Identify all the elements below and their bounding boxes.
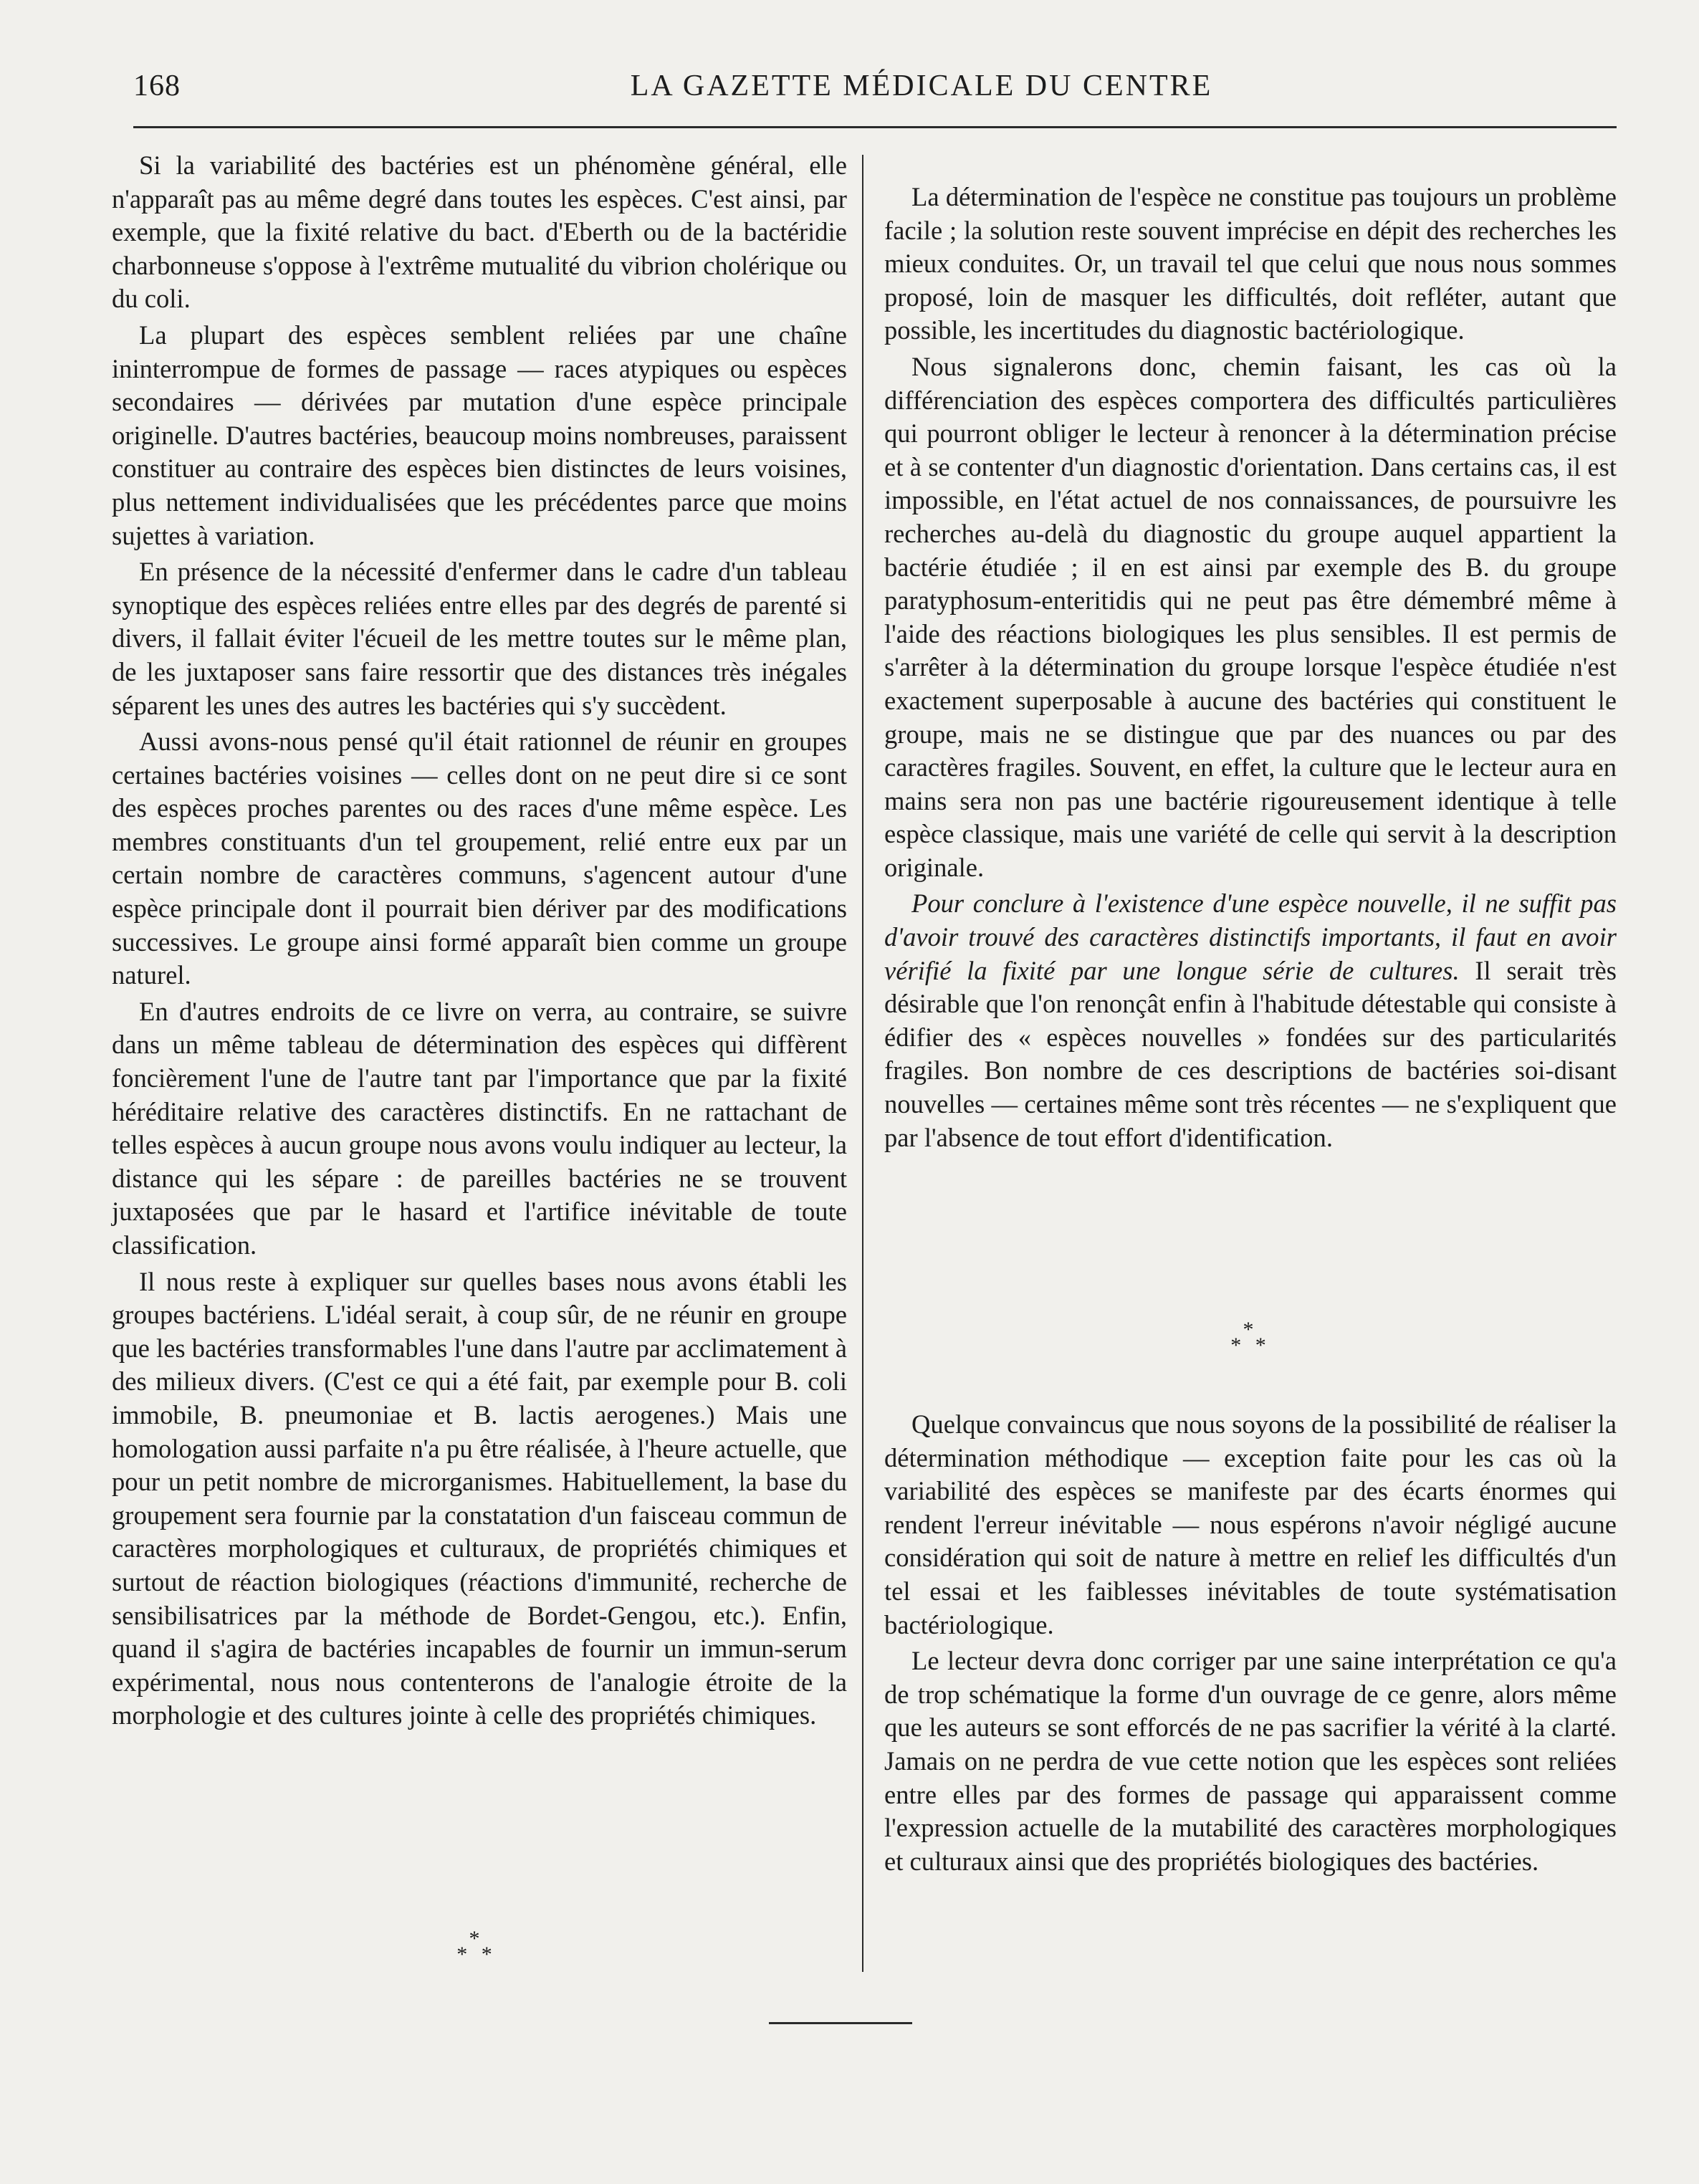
right-column-upper xyxy=(884,181,1617,1154)
journal-title: LA GAZETTE MÉDICALE DU CENTRE xyxy=(630,70,1213,102)
conclusion-italic: Pour conclure à l'existence d'une espèce nouvelle, il ne suffit pas d'avoir trouvé des caractères distinctifs importants, il faut en avoir vérifié la fixité par une longue série de cultures. xyxy=(884,889,1617,985)
column-divider xyxy=(862,155,863,1972)
left-column xyxy=(112,149,847,1733)
paragraph: La détermination de l'espèce ne constitue pas toujours un problème facile ; la solution reste souvent imprécise en dépit des recherches les mieux conduites. Or, un travail tel que celui que nous nous sommes proposé, loin de masquer les difficultés, doit refléter, autant que possible, les incertitudes du diagnostic bactériologique. xyxy=(884,182,1617,345)
paragraph: La plupart des espèces semblent reliées par une chaîne ininterrompue de formes de passage — races atypiques ou espèces secondaires — dérivées par mutation d'une espèce principale originelle. D'autres bactéries, beaucoup moins nombreuses, paraissent constituer au contraire des espèces bien distinctes de leurs voisines, plus nettement individualisées que les précédentes parce que moins sujettes à variation. xyxy=(112,320,847,550)
paragraph: Nous signalerons donc, chemin faisant, les cas où la différenciation des espèces comportera des difficultés particulières qui pourront obliger le lecteur à renoncer à la détermination précise et à se contenter d'un diagnostic d'orientation. Dans certains cas, il est impossible, en l'état actuel de nos connaissances, de poursuivre les recherches au-delà du diagnostic du groupe auquel appartient la bactérie étudiée ; il en est ainsi par exemple des B. du groupe paratyphosum-enteritidis qui ne peut pas être démembré même à l'aide des réactions biologiques les plus sensibles. Il est permis de s'arrêter à la détermination du groupe lorsque l'espèce étudiée n'est exactement superposable à aucune des bactéries qui constituent le groupe, mais ne se distingue que par des nuances ou par des caractères fragiles. Souvent, en effet, la culture que le lecteur aura en mains sera non pas une bactérie rigoureusement identique à telle espèce classique, mais une variété de celle qui servit à la description originale. xyxy=(884,351,1617,882)
conclusion-text: Il serait très désirable que l'on renonçât enfin à l'habitude détestable qui consiste à édifier des « espèces nouvelles » fondées sur des particularités fragiles. Bon nombre de ces descriptions de bactéries soi-disant nouvelles — certaines même sont très récentes — ne s'expliquent que par l'absence de tout effort d'identification. xyxy=(884,955,1617,1152)
paragraph: Si la variabilité des bactéries est un phénomène général, elle n'apparaît pas au même degré dans toutes les espèces. C'est ainsi, par exemple, que la fixité relative du bact. d'Eberth ou de la bactéridie charbonneuse s'oppose à l'extrême mutualité du vibrion cholérique ou du coli. xyxy=(112,150,847,314)
paragraph: En d'autres endroits de ce livre on verra, au contraire, se suivre dans un même tableau de détermination des espèces qui diffèrent foncièrement l'une de l'autre tant par l'importance que par la fixité héréditaire relative des caractères distinctifs. En ne rattachant de telles espèces à aucun groupe nous avons voulu indiquer au lecteur, la distance qui les sépare : de pareilles bactéries ne se trouvent juxtaposées que par le hasard et l'artifice inévitable de toute classification. xyxy=(112,996,847,1260)
right-column-lower xyxy=(884,1408,1617,1878)
paragraph: Le lecteur devra donc corriger par une saine interprétation ce qu'a de trop schématique la forme d'un ouvrage de ce genre, alors même que les auteurs se sont efforcés de ne pas sacrifier la vérité à la clarté. Jamais on ne perdra de vue cette notion que les espèces sont reliées entre elles par des formes de passage qui apparaissent comme l'expression actuelle de la mutabilité des caractères morphologiques et culturaux ainsi que des propriétés biologiques des bactéries. xyxy=(884,1646,1617,1876)
header-rule xyxy=(133,126,1617,128)
end-rule xyxy=(769,2022,912,2024)
paragraph: Il nous reste à expliquer sur quelles bases nous avons établi les groupes bactériens. L'idéal serait, à coup sûr, de ne réunir en groupe que les bactéries transformables l'une dans l'autre par acclimatement à des milieux divers. (C'est ce qui a été fait, par exemple pour B. coli immobile, B. pneumoniae et B. lactis aerogenes.) Mais une homologation aussi parfaite n'a pu être réalisée, à l'heure actuelle, que pour un petit nombre de microrganismes. Habituellement, la base du groupement sera fournie par la constatation d'un faisceau commun de caractères morphologiques et culturaux, de propriétés chimiques et surtout de réaction biologiques (réactions d'immunité, recherche de sensibilisatrices par la méthode de Bordet-Gengou, etc.). Enfin, quand il s'agira de bactéries incapables de fournir un immun-serum expérimental, nous nous contenterons de l'analogie étroite de la morphologie et des cultures jointe à celle des propriétés chimiques. xyxy=(112,1266,847,1730)
paragraph: Aussi avons-nous pensé qu'il était rationnel de réunir en groupes certaines bactéries voisines — celles dont on ne peut dire si ce sont des espèces proches parentes ou des races d'une même espèce. Les membres constituants d'un tel groupement, relié entre eux par un certain nombre de caractères communs, s'agencent autour d'une espèce principale dont il pourrait bien dériver par des modifications successives. Le groupe ainsi formé apparaît bien comme un groupe naturel. xyxy=(112,727,847,990)
paragraph: Quelque convaincus que nous soyons de la possibilité de réaliser la détermination méthodique — exception faite pour les cas où la variabilité des espèces se manifeste par des écarts énormes qui rendent l'erreur inévitable — nous espérons n'avoir négligé aucune considération qui soit de nature à mettre en relief les difficultés d'un tel essai et les faiblesses inévitables de toute systématisation bactériologique. xyxy=(884,1409,1617,1639)
conclusion-paragraph xyxy=(884,887,1617,1154)
asterism-separator: * * * xyxy=(1230,1318,1270,1357)
asterism-separator: * * * xyxy=(456,1927,497,1966)
page-header xyxy=(133,69,1617,112)
page-number: 168 xyxy=(133,70,181,102)
paragraph: En présence de la nécessité d'enfermer dans le cadre d'un tableau synoptique des espèces reliées entre elles par des degrés de parenté si divers, il fallait éviter l'écueil de les mettre toutes sur le même plan, de les juxtaposer sans faire ressortir que des distances très inégales séparent les unes des autres les bactéries qui s'y succèdent. xyxy=(112,557,847,720)
